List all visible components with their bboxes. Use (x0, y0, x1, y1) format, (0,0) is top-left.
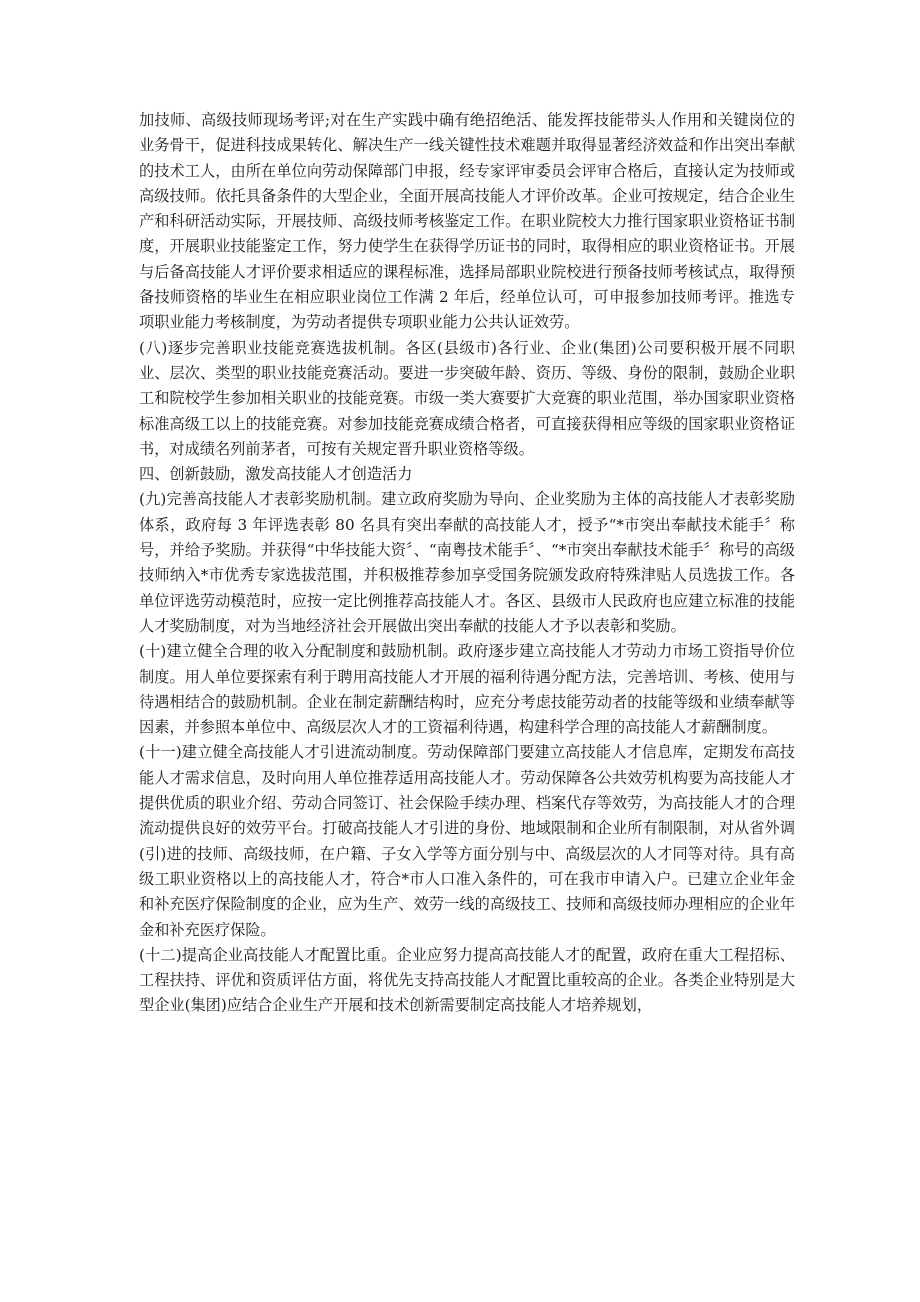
paragraph-section-10: (十)建立健全合理的收入分配制度和鼓励机制。政府逐步建立高技能人才劳动力市场工资指导价位制度。用人单位要探索有利于聘用高技能人才开展的福利待遇分配方法，完善培训、考核、使用与待遇相结合的鼓励机制。企业在制定薪酬结构时，应充分考虑技能劳动者的技能等级和业绩奉献等因素，并参照本单位中、高级层次人才的工资福利待遇，构建科学合理的高技能人才薪酬制度。 (139, 642, 795, 737)
section-heading-4: 四、创新鼓励，激发高技能人才创造活力 (139, 465, 413, 484)
paragraph-section-8: (八)逐步完善职业技能竞赛选拔机制。各区(县级市)各行业、企业(集团)公司要积极开展不同职业、层次、类型的职业技能竞赛活动。要进一步突破年龄、资历、等级、身份的限制，鼓励企业职工和院校学生参加相关职业的技能竞赛。市级一类大赛要扩大竞赛的职业范围，举办国家职业资格标准高级工以上的技能竞赛。对参加技能竞赛成绩合格者，可直接获得相应等级的国家职业资格证书，对成绩名列前茅者，可按有关规定晋升职业资格等级。 (139, 338, 795, 458)
paragraph-skill-evaluation: 加技师、高级技师现场考评;对在生产实践中确有绝招绝活、能发挥技能带头人作用和关键岗位的业务骨干，促进科技成果转化、解决生产一线关键性技术难题并取得显著经济效益和作出突出奉献的技术工人，由所在单位向劳动保障部门申报，经专家评审委员会评审合格后，直接认定为技师或高级技师。依托具备条件的大型企业，全面开展高技能人才评价改革。企业可按规定，结合企业生产和科研活动实际，开展技师、高级技师考核鉴定工作。在职业院校大力推行国家职业资格证书制度，开展职业技能鉴定工作，努力使学生在获得学历证书的同时，取得相应的职业资格证书。开展与后备高技能人才评价要求相适应的课程标准，选择局部职业院校进行预备技师考核试点，取得预备技师资格的毕业生在相应职业岗位工作满 2 年后，经单位认可，可申报参加技师考评。推选专项职业能力考核制度，为劳动者提供专项职业能力公共认证效劳。 (139, 111, 795, 332)
document-page (139, 108, 795, 1019)
paragraph-section-12: (十二)提高企业高技能人才配置比重。企业应努力提高高技能人才的配置，政府在重大工程招标、工程扶持、评优和资质评估方面，将优先支持高技能人才配置比重较高的企业。各类企业特别是大型企业(集团)应结合企业生产开展和技术创新需要制定高技能人才培养规划， (139, 945, 795, 1015)
paragraph-section-11: (十一)建立健全高技能人才引进流动制度。劳动保障部门要建立高技能人才信息库，定期发布高技能人才需求信息，及时向用人单位推荐适用高技能人才。劳动保障各公共效劳机构要为高技能人才提供优质的职业介绍、劳动合同签订、社会保险手续办理、档案代存等效劳，为高技能人才的合理流动提供良好的效劳平台。打破高技能人才引进的身份、地域限制和企业所有制限制，对从省外调(引)进的技师、高级技师，在户籍、子女入学等方面分别与中、高级层次的人才同等对待。具有高级工职业资格以上的高技能人才，符合*市人口准入条件的，可在我市申请入户。已建立企业年金和补充医疗保险制度的企业，应为生产、效劳一线的高级技工、技师和高级技师办理相应的企业年金和补充医疗保险。 (139, 743, 795, 939)
paragraph-section-9: (九)完善高技能人才表彰奖励机制。建立政府奖励为导向、企业奖励为主体的高技能人才表彰奖励体系，政府每 3 年评选表彰 80 名具有突出奉献的高技能人才，授予“*市突出奉献技术能手〞称号，并给予奖励。并获得“中华技能大资〞、“南粤技术能手〞、“*市突出奉献技术能手〞称号的高级技师纳入*市优秀专家选拔范围，并积极推荐参加享受国务院颁发政府特殊津贴人员选拔工作。各单位评选劳动模范时，应按一定比例推荐高技能人才。各区、县级市人民政府也应建立标准的技能人才奖励制度，对为当地经济社会开展做出突出奉献的技能人才予以表彰和奖励。 (139, 490, 795, 635)
